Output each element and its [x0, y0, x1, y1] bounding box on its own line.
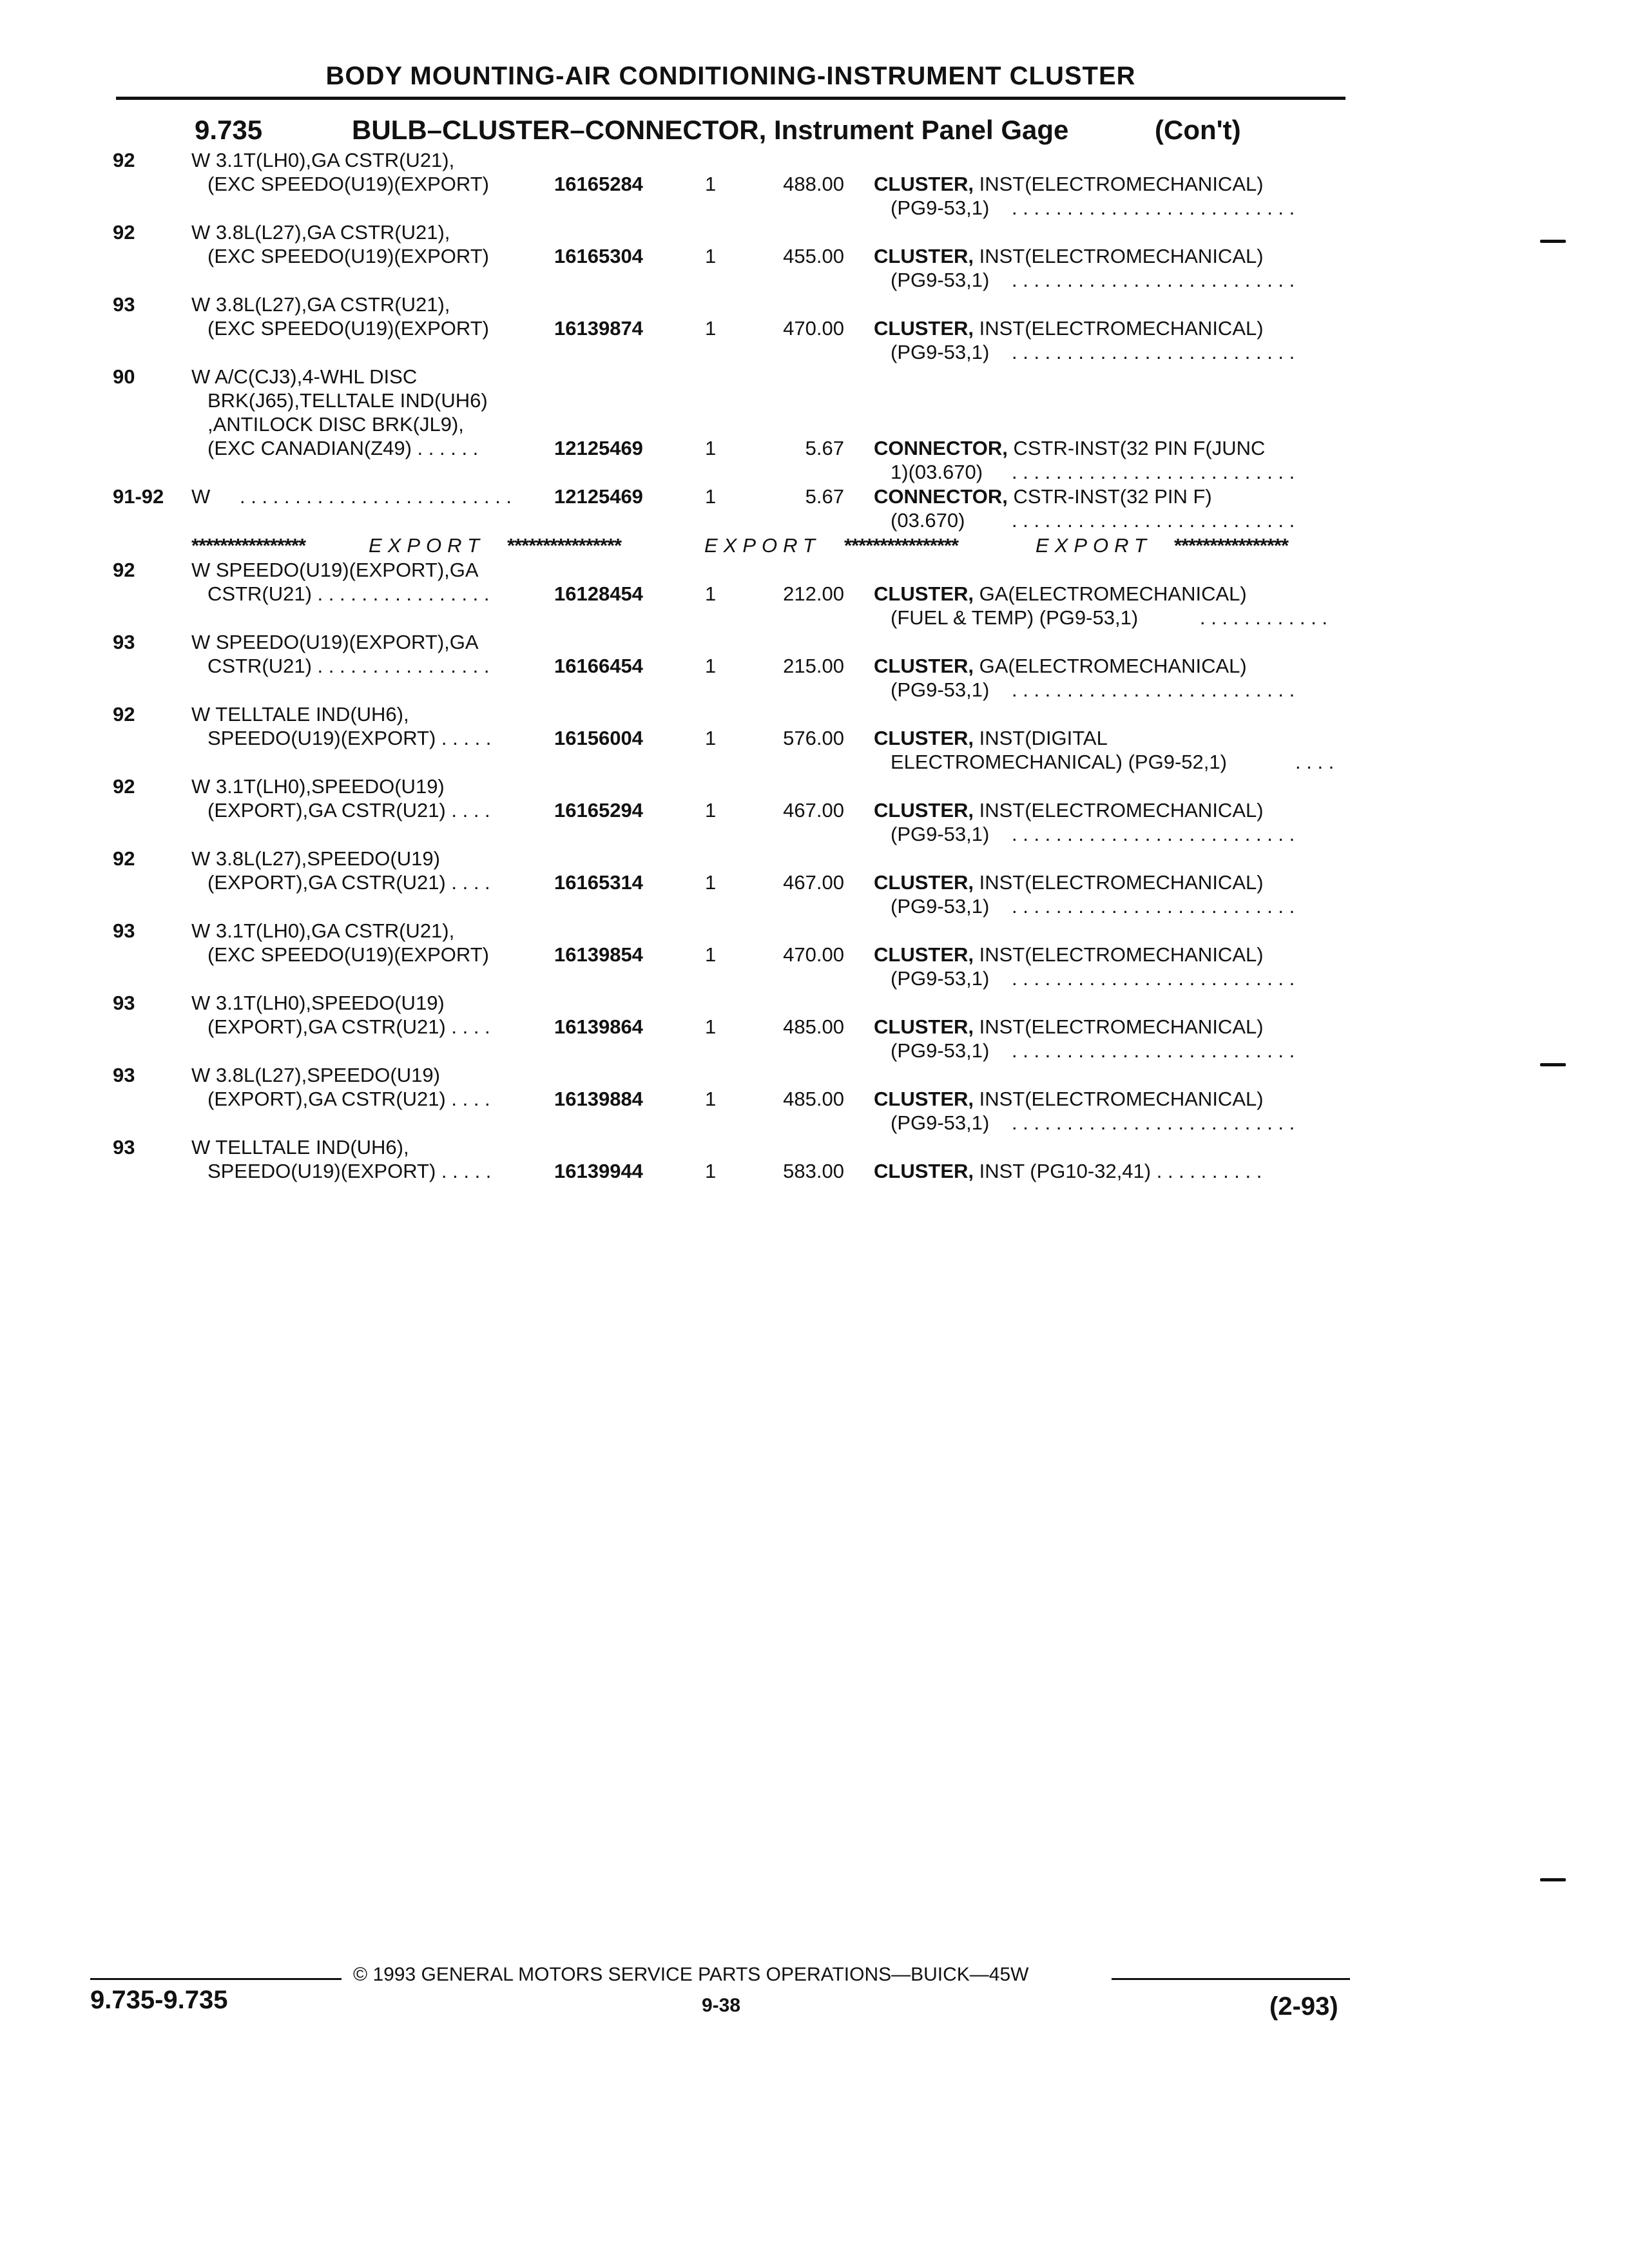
quantity: 1	[705, 173, 717, 195]
leader-dots: . . . . . . . . . . . . . . . . . . . . . . . . .	[240, 485, 512, 508]
model-year: 93	[113, 1136, 135, 1158]
part-name-rest: INST(ELECTROMECHANICAL)	[979, 943, 1264, 966]
part-name	[874, 582, 1247, 606]
quantity: 1	[705, 1160, 717, 1182]
usage-description: W 3.8L(L27),SPEEDO(U19)	[191, 1064, 440, 1086]
usage-description: ,ANTILOCK DISC BRK(JL9),	[207, 413, 464, 436]
footer-copyright: © 1993 GENERAL MOTORS SERVICE PARTS OPERATIONS—BUICK—45W	[353, 1964, 1029, 1985]
leader-dots: . . . . . . . . . . . . . . . . . . . . . . . . . .	[1012, 967, 1295, 990]
usage-description: BRK(J65),TELLTALE IND(UH6)	[207, 389, 488, 412]
page-title: BODY MOUNTING-AIR CONDITIONING-INSTRUMENT CLUSTER	[325, 62, 1136, 90]
leader-dots: . . . . . . . . . . . . . . . . . . . . . . . . . .	[1012, 895, 1295, 918]
part-name-bold: CLUSTER,	[874, 1088, 974, 1110]
part-name-bold: CLUSTER,	[874, 943, 974, 966]
part-name-bold: CLUSTER,	[874, 799, 974, 822]
part-name	[874, 316, 1264, 340]
model-year: 93	[113, 992, 135, 1014]
footer-rule	[90, 1978, 342, 1980]
part-number: 16139874	[554, 317, 643, 340]
price: 485.00	[783, 1088, 844, 1110]
model-year: 92	[113, 847, 135, 870]
usage-description: W 3.1T(LH0),SPEEDO(U19)	[191, 992, 445, 1014]
part-number: 16165284	[554, 173, 643, 195]
price: 5.67	[805, 485, 844, 508]
footer-rule	[1112, 1978, 1350, 1980]
part-number: 16165304	[554, 245, 643, 267]
part-name-bold: CLUSTER,	[874, 871, 974, 894]
divider-stars: ****************	[191, 534, 306, 557]
part-name: (PG9-53,1)	[891, 341, 990, 363]
leader-dots: . . . . . . . . . . . . . . . . . . . . . . . . . .	[1012, 341, 1295, 363]
part-name	[874, 485, 1212, 508]
quantity: 1	[705, 582, 717, 605]
part-name: (03.670)	[891, 509, 965, 532]
usage-description: W 3.8L(L27),GA CSTR(U21),	[191, 221, 450, 244]
model-year: 92	[113, 221, 135, 244]
quantity: 1	[705, 437, 717, 459]
part-name-bold: CLUSTER,	[874, 317, 974, 340]
leader-dots: . . . . . . . . . . . . . . . . . . . . . . . . . .	[1012, 1111, 1295, 1134]
price: 470.00	[783, 317, 844, 340]
part-name-rest: INST(ELECTROMECHANICAL)	[979, 799, 1264, 822]
part-number: 12125469	[554, 437, 643, 459]
quantity: 1	[705, 871, 717, 894]
quantity: 1	[705, 485, 717, 508]
price: 5.67	[805, 437, 844, 459]
part-name	[874, 172, 1264, 196]
part-name-rest: INST(ELECTROMECHANICAL)	[979, 317, 1264, 340]
usage-description: W	[191, 485, 211, 508]
part-number: 16165294	[554, 799, 643, 822]
usage-description: W A/C(CJ3),4-WHL DISC	[191, 365, 418, 388]
part-name: (PG9-53,1)	[891, 1039, 990, 1062]
part-number: 12125469	[554, 485, 643, 508]
quantity: 1	[705, 1088, 717, 1110]
divider-label: EXPORT	[369, 534, 485, 557]
price: 212.00	[783, 582, 844, 605]
model-year: 91-92	[113, 485, 164, 508]
part-name: (PG9-53,1)	[891, 823, 990, 845]
part-name-bold: CLUSTER,	[874, 1160, 974, 1182]
quantity: 1	[705, 943, 717, 966]
part-name	[874, 244, 1264, 268]
quantity: 1	[705, 655, 717, 677]
usage-description: (EXC SPEEDO(U19)(EXPORT)	[207, 245, 489, 267]
price: 488.00	[783, 173, 844, 195]
price: 215.00	[783, 655, 844, 677]
usage-description: W TELLTALE IND(UH6),	[191, 1136, 409, 1158]
price: 467.00	[783, 871, 844, 894]
usage-description: (EXPORT),GA CSTR(U21) . . . .	[207, 1088, 490, 1110]
usage-description: SPEEDO(U19)(EXPORT) . . . . .	[207, 727, 492, 749]
part-number: 16165314	[554, 871, 643, 894]
part-name-bold: CLUSTER,	[874, 727, 974, 749]
part-name: (PG9-53,1)	[891, 678, 990, 701]
price: 455.00	[783, 245, 844, 267]
part-name	[874, 654, 1247, 678]
usage-description: W 3.1T(LH0),GA CSTR(U21),	[191, 919, 455, 942]
model-year: 92	[113, 775, 135, 798]
usage-description: (EXC SPEEDO(U19)(EXPORT)	[207, 317, 489, 340]
part-name-bold: CLUSTER,	[874, 173, 974, 195]
price: 485.00	[783, 1015, 844, 1038]
usage-description: CSTR(U21) . . . . . . . . . . . . . . . .	[207, 655, 490, 677]
part-name-rest: INST(DIGITAL	[979, 727, 1108, 749]
part-name-bold: CLUSTER,	[874, 655, 974, 677]
divider-label: EXPORT	[704, 534, 821, 557]
section-name: BULB–CLUSTER–CONNECTOR, Instrument Panel Gage	[352, 115, 1069, 145]
model-year: 93	[113, 1064, 135, 1086]
usage-description: (EXC SPEEDO(U19)(EXPORT)	[207, 173, 489, 195]
part-name: (PG9-53,1)	[891, 197, 990, 219]
part-name: (PG9-53,1)	[891, 1111, 990, 1134]
usage-description: W 3.8L(L27),SPEEDO(U19)	[191, 847, 440, 870]
leader-dots: . . . . . . . . . . . . . . . . . . . . . . . . . .	[1012, 461, 1295, 483]
part-name: (PG9-53,1)	[891, 967, 990, 990]
margin-mark	[1540, 1878, 1566, 1881]
price: 583.00	[783, 1160, 844, 1182]
usage-description: W 3.8L(L27),GA CSTR(U21),	[191, 293, 450, 316]
footer-section-range: 9.735-9.735	[90, 1986, 228, 2014]
part-name-rest: INST(ELECTROMECHANICAL)	[979, 173, 1264, 195]
part-name	[874, 870, 1264, 894]
divider-stars: ****************	[1174, 534, 1289, 557]
part-name	[874, 436, 1265, 460]
part-name	[874, 943, 1264, 966]
part-name-rest: INST(ELECTROMECHANICAL)	[979, 1088, 1264, 1110]
price: 467.00	[783, 799, 844, 822]
margin-mark	[1540, 1063, 1566, 1066]
usage-description: SPEEDO(U19)(EXPORT) . . . . .	[207, 1160, 492, 1182]
part-name-bold: CLUSTER,	[874, 245, 974, 267]
part-name	[874, 1159, 1262, 1183]
usage-description: (EXPORT),GA CSTR(U21) . . . .	[207, 799, 490, 822]
leader-dots: . . . . . . . . . . . . . . . . . . . . . . . . . .	[1012, 678, 1295, 701]
usage-description: (EXC CANADIAN(Z49) . . . . . .	[207, 437, 479, 459]
part-name-rest: GA(ELECTROMECHANICAL)	[979, 582, 1247, 605]
part-name: (FUEL & TEMP) (PG9-53,1)	[891, 606, 1139, 629]
leader-dots: . . . . . . . . . . . .	[1200, 606, 1328, 629]
divider-stars: ****************	[507, 534, 622, 557]
leader-dots: . . . . . . . . . . . . . . . . . . . . . . . . . .	[1012, 269, 1295, 291]
part-number: 16166454	[554, 655, 643, 677]
price: 470.00	[783, 943, 844, 966]
part-name-rest: INST(ELECTROMECHANICAL)	[979, 1015, 1264, 1038]
part-name-rest: INST(ELECTROMECHANICAL)	[979, 871, 1264, 894]
part-name	[874, 1087, 1264, 1111]
usage-description: W SPEEDO(U19)(EXPORT),GA	[191, 631, 479, 653]
part-name	[874, 1015, 1264, 1039]
model-year: 93	[113, 919, 135, 942]
usage-description: W TELLTALE IND(UH6),	[191, 703, 409, 726]
part-number: 16139884	[554, 1088, 643, 1110]
part-number: 16139854	[554, 943, 643, 966]
model-year: 92	[113, 559, 135, 581]
part-name: ELECTROMECHANICAL) (PG9-52,1)	[891, 751, 1227, 773]
quantity: 1	[705, 799, 717, 822]
model-year: 92	[113, 703, 135, 726]
part-name-rest: CSTR-INST(32 PIN F(JUNC	[1013, 437, 1266, 459]
price: 576.00	[783, 727, 844, 749]
leader-dots: . . . . . . . . . . . . . . . . . . . . . . . . . .	[1012, 197, 1295, 219]
revision-date: (2-93)	[1269, 1992, 1338, 2021]
part-name-bold: CONNECTOR,	[874, 485, 1008, 508]
part-name-rest: CSTR-INST(32 PIN F)	[1013, 485, 1212, 508]
section-number: 9.735	[195, 115, 263, 145]
divider-label: EXPORT	[1036, 534, 1152, 557]
part-number: 16128454	[554, 582, 643, 605]
leader-dots: . . . .	[1295, 751, 1335, 773]
export-divider	[191, 533, 1345, 557]
part-name-rest: INST(ELECTROMECHANICAL)	[979, 245, 1264, 267]
usage-description: CSTR(U21) . . . . . . . . . . . . . . . .	[207, 582, 490, 605]
usage-description: (EXPORT),GA CSTR(U21) . . . .	[207, 871, 490, 894]
leader-dots: . . . . . . . . . . . . . . . . . . . . . . . . . .	[1012, 509, 1295, 532]
leader-dots: . . . . . . . . . . . . . . . . . . . . . . . . . .	[1012, 823, 1295, 845]
usage-description: W 3.1T(LH0),SPEEDO(U19)	[191, 775, 445, 798]
part-name: (PG9-53,1)	[891, 269, 990, 291]
part-name: (PG9-53,1)	[891, 895, 990, 918]
quantity: 1	[705, 1015, 717, 1038]
quantity: 1	[705, 317, 717, 340]
section-continued: (Con't)	[1155, 115, 1241, 145]
page-number: 9-38	[702, 1995, 741, 2016]
part-number: 16139944	[554, 1160, 643, 1182]
usage-description: (EXC SPEEDO(U19)(EXPORT)	[207, 943, 489, 966]
part-name-rest: GA(ELECTROMECHANICAL)	[979, 655, 1247, 677]
part-name-bold: CONNECTOR,	[874, 437, 1008, 459]
model-year: 93	[113, 293, 135, 316]
leader-dots: . . . . . . . . . . . . . . . . . . . . . . . . . .	[1012, 1039, 1295, 1062]
part-name	[874, 726, 1108, 750]
model-year: 92	[113, 149, 135, 171]
quantity: 1	[705, 727, 717, 749]
part-name-bold: CLUSTER,	[874, 1015, 974, 1038]
part-name: 1)(03.670)	[891, 461, 983, 483]
usage-description: W SPEEDO(U19)(EXPORT),GA	[191, 559, 479, 581]
part-name-rest: INST (PG10-32,41) . . . . . . . . . .	[979, 1160, 1262, 1182]
divider-stars: ****************	[844, 534, 959, 557]
model-year: 90	[113, 365, 135, 388]
part-number: 16156004	[554, 727, 643, 749]
margin-mark	[1540, 240, 1566, 243]
model-year: 93	[113, 631, 135, 653]
quantity: 1	[705, 245, 717, 267]
usage-description: (EXPORT),GA CSTR(U21) . . . .	[207, 1015, 490, 1038]
part-name-bold: CLUSTER,	[874, 582, 974, 605]
usage-description: W 3.1T(LH0),GA CSTR(U21),	[191, 149, 455, 171]
part-name	[874, 798, 1264, 822]
part-number: 16139864	[554, 1015, 643, 1038]
